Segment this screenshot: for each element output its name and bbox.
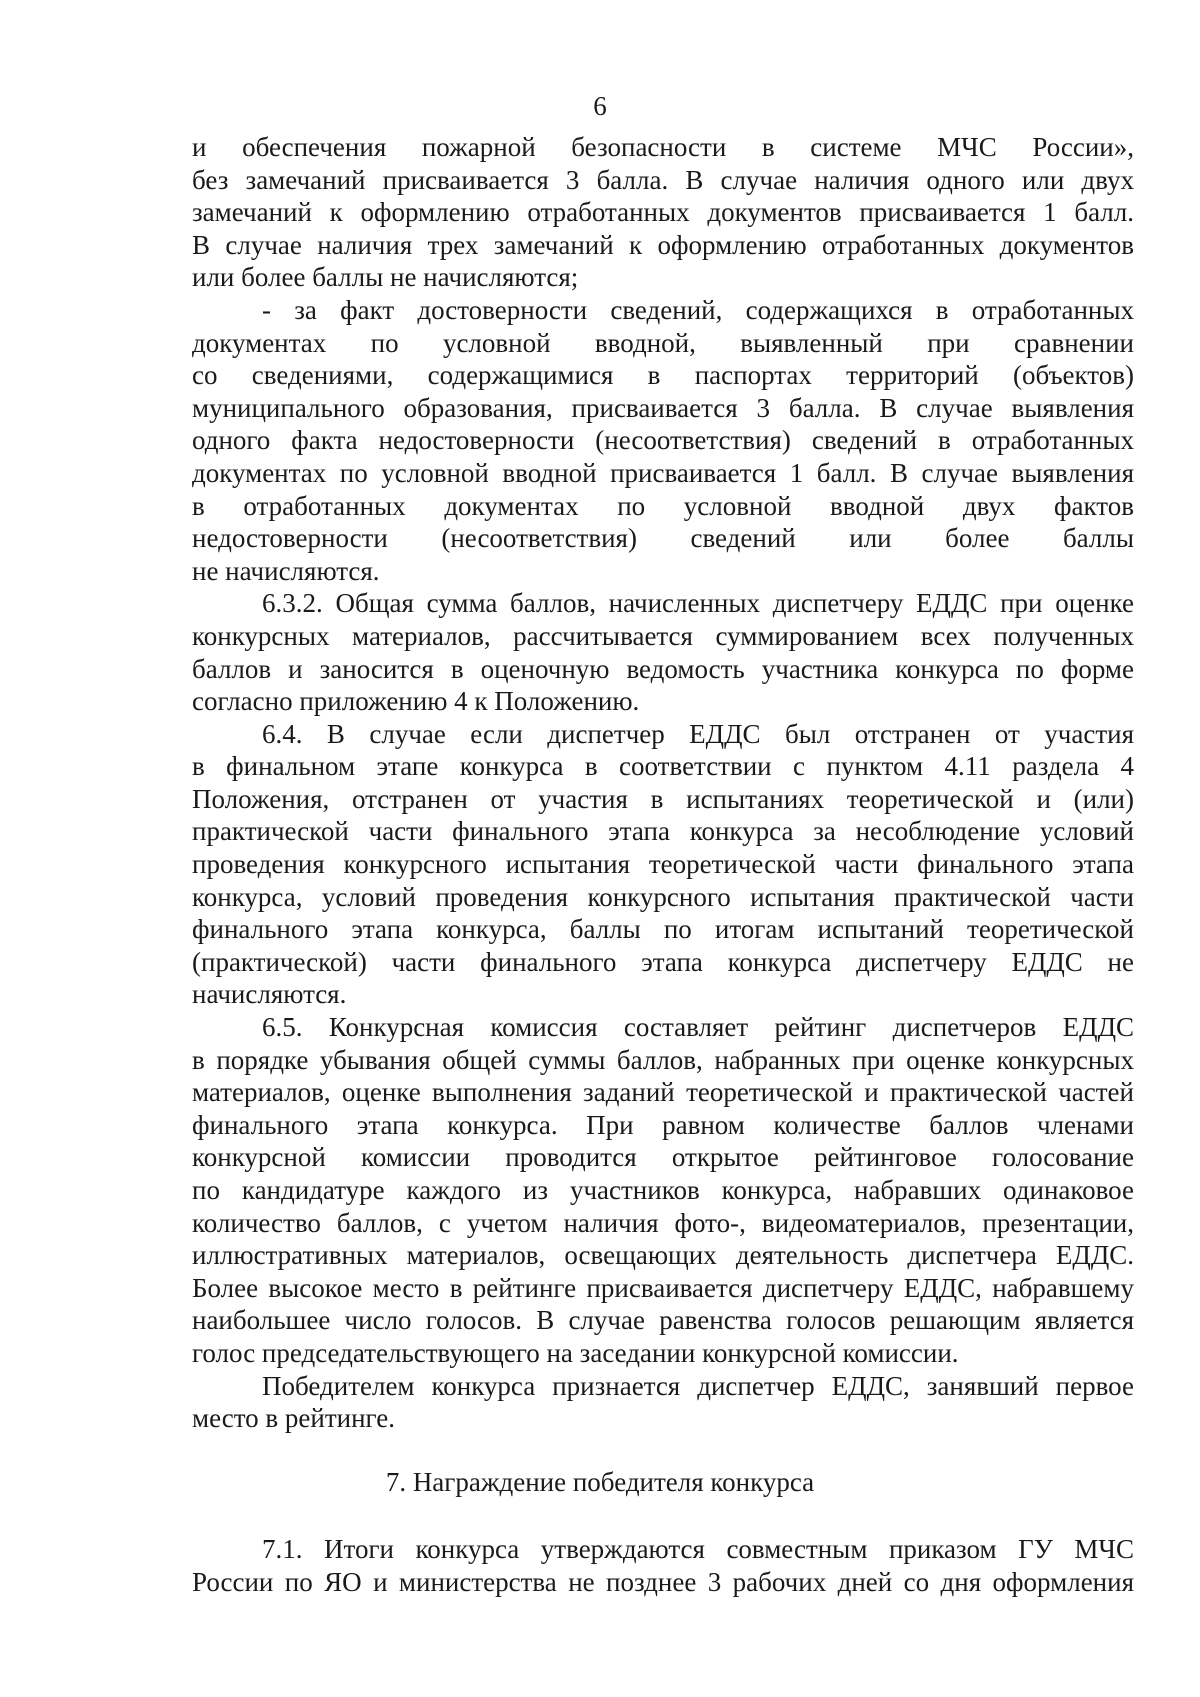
text-line: начисляются. [192, 979, 347, 1010]
text-line: или более баллы не начисляются; [192, 262, 579, 293]
text-line: голос председательствующего на заседании конкурсной комиссии. [192, 1337, 959, 1368]
text-line: замечаний к оформлению отработанных документов присваивается 1 балл. [192, 197, 1134, 228]
text-line: финального этапа конкурса, баллы по итогам испытаний теоретической [192, 914, 1134, 945]
text-line: конкурса, условий проведения конкурсного испытания практической части [192, 881, 1134, 912]
text-line: по кандидатуре каждого из участников конкурса, набравших одинаковое [192, 1175, 1134, 1205]
page-number: 6 [593, 91, 607, 121]
text-line: практической части финального этапа конкурса за несоблюдение условий [192, 816, 1134, 847]
text-line: со сведениями, содержащимися в паспортах территорий (объектов) [192, 360, 1134, 391]
text-line: документах по условной вводной, выявленный при сравнении [192, 327, 1134, 358]
text-line: конкурсных материалов, рассчитывается суммированием всех полученных [192, 620, 1134, 651]
text-line: место в рейтинге. [192, 1403, 396, 1434]
text-line: 6.4. В случае если диспетчер ЕДДС был отстранен от участия [262, 718, 1134, 749]
text-line: финального этапа конкурса. При равном количестве баллов членами [192, 1109, 1134, 1140]
body-text-block [192, 131, 1134, 1435]
text-line: наибольшее число голосов. В случае равенства голосов решающим является [192, 1305, 1134, 1336]
text-line: количество баллов, с учетом наличия фото-, видеоматериалов, презентации, [192, 1207, 1134, 1238]
text-line: в финальном этапе конкурса в соответствии с пунктом 4.11 раздела 4 [192, 751, 1134, 782]
text-line: и обеспечения пожарной безопасности в системе МЧС России», [192, 132, 1134, 162]
text-line: - за факт достоверности сведений, содержащихся в отработанных [262, 294, 1134, 325]
text-line: России по ЯО и министерства не позднее 3 рабочих дней со дня оформления [192, 1566, 1134, 1597]
body-text-block-2 [192, 1533, 1134, 1598]
text-line: В случае наличия трех замечаний к оформлению отработанных документов [192, 229, 1134, 260]
text-line: Положения, отстранен от участия в испытаниях теоретической и (или) [192, 783, 1134, 814]
text-line: без замечаний присваивается 3 балла. В случае наличия одного или двух [192, 164, 1134, 195]
text-line: баллов и заносится в оценочную ведомость участника конкурса по форме [192, 653, 1134, 684]
text-line: 7.1. Итоги конкурса утверждаются совместным приказом ГУ МЧС [262, 1534, 1134, 1564]
text-line: 6.5. Конкурсная комиссия составляет рейтинг диспетчеров ЕДДС [262, 1012, 1134, 1043]
text-line: недостоверности (несоответствия) сведений или более баллы [192, 523, 1134, 554]
text-line: документах по условной вводной присваивается 1 балл. В случае выявления [192, 457, 1134, 488]
text-line: одного факта недостоверности (несоответствия) сведений в отработанных [192, 425, 1134, 456]
text-line: иллюстративных материалов, освещающих деятельность диспетчера ЕДДС. [192, 1240, 1134, 1271]
text-line: Победителем конкурса признается диспетчер ЕДДС, занявший первое [262, 1370, 1134, 1401]
text-line: в отработанных документах по условной вводной двух фактов [192, 490, 1134, 521]
text-line: конкурсной комиссии проводится открытое рейтинговое голосование [192, 1142, 1134, 1173]
text-line: 6.3.2. Общая сумма баллов, начисленных диспетчеру ЕДДС при оценке [262, 588, 1134, 619]
text-line: материалов, оценке выполнения заданий теоретической и практической частей [192, 1077, 1134, 1108]
text-line: муниципального образования, присваивается 3 балла. В случае выявления [192, 392, 1134, 423]
text-line: (практической) части финального этапа конкурса диспетчеру ЕДДС не [192, 946, 1134, 977]
text-line: в порядке убывания общей суммы баллов, набранных при оценке конкурсных [192, 1044, 1134, 1075]
section-heading: 7. Награждение победителя конкурса [385, 1467, 815, 1497]
text-line: не начисляются. [192, 555, 380, 586]
text-line: проведения конкурсного испытания теоретической части финального этапа [192, 849, 1134, 880]
text-line: Более высокое место в рейтинге присваивается диспетчеру ЕДДС, набравшему [192, 1272, 1134, 1303]
text-line: согласно приложению 4 к Положению. [192, 686, 640, 717]
